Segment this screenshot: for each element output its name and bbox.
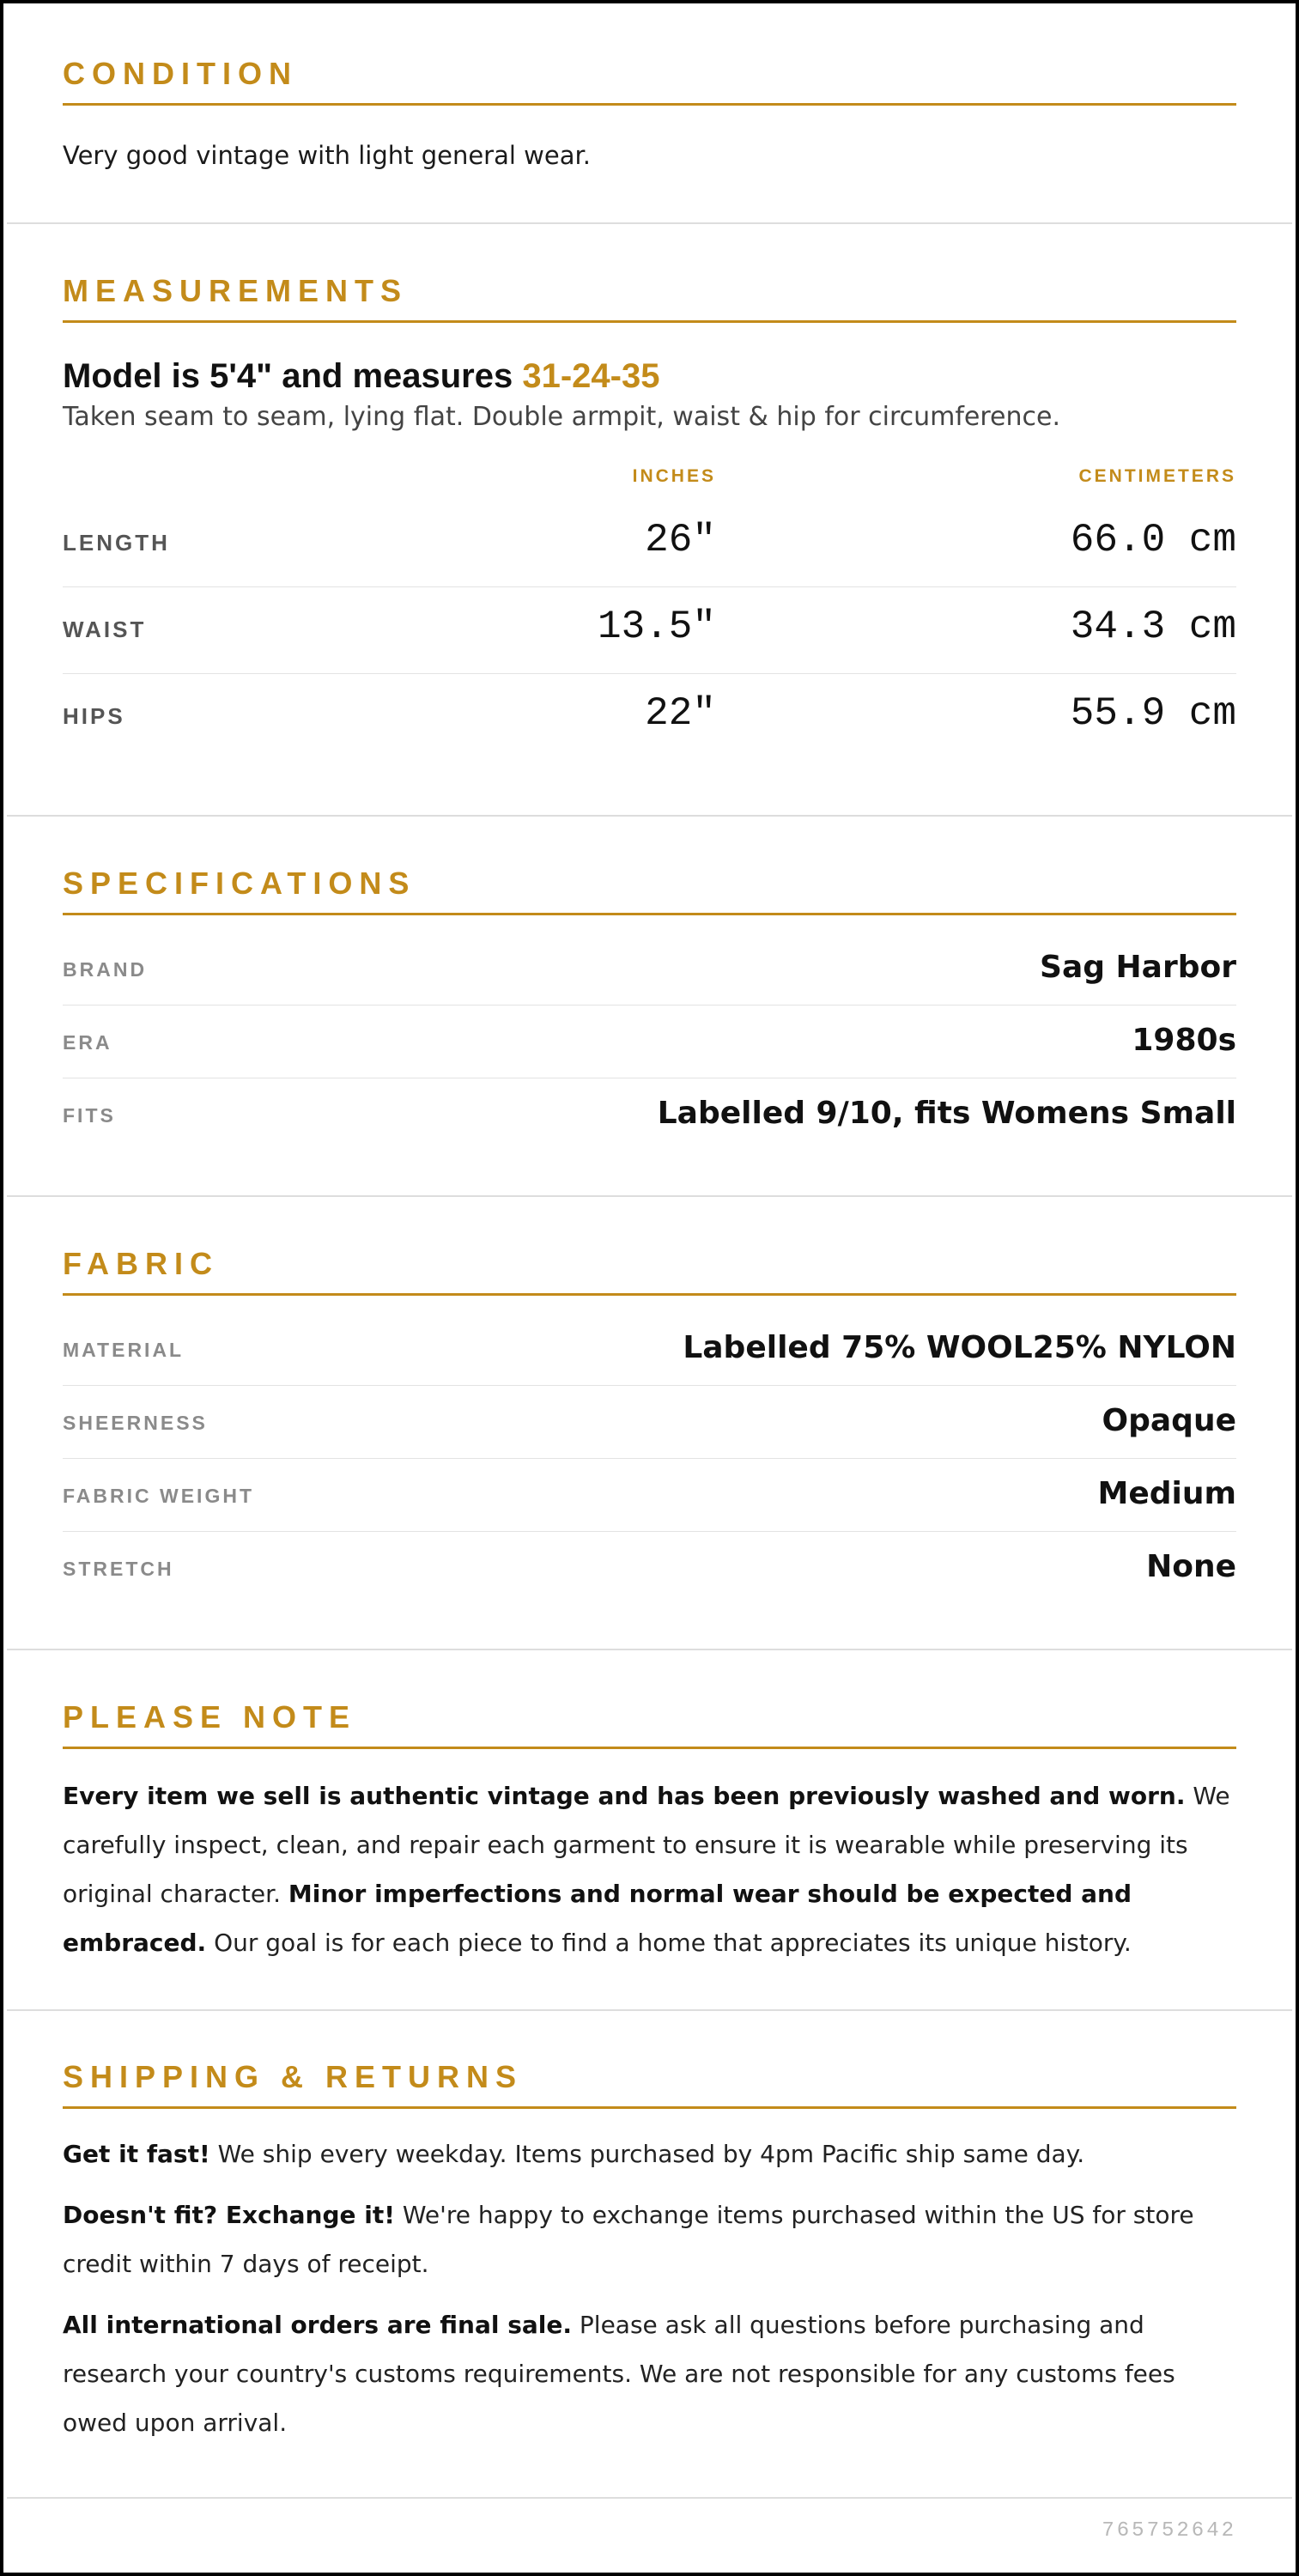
section-divider [7,1195,1292,1197]
note-emphasis: Every item we sell is authentic vintage and has been previously washed and worn. [63,1782,1186,1810]
table-row [63,501,1236,587]
measurement-cm: 66.0 cm [1070,518,1236,562]
condition-heading: CONDITION [63,55,1236,106]
measurement-cm: 34.3 cm [1070,605,1236,649]
fabric-label: FABRIC WEIGHT [63,1485,254,1507]
fabric-value: Labelled 75% WOOL25% NYLON [683,1330,1236,1365]
please-note-text [63,1771,1236,1967]
fabric-value: Medium [1097,1476,1236,1511]
fabric-label: MATERIAL [63,1339,185,1361]
section-divider [7,815,1292,817]
fabric-value: None [1146,1549,1236,1584]
list-item [63,1386,1236,1459]
spec-label: BRAND [63,958,148,981]
section-divider [7,2009,1292,2011]
shipping-body: We ship every weekday. Items purchased by 4pm Pacific ship same day. [209,2140,1085,2168]
note-emphasis: Minor imperfections and normal wear should be expected and embraced. [63,1880,1132,1957]
shipping-paragraph [63,2300,1236,2447]
section-divider [7,2497,1292,2499]
list-item [63,1078,1236,1151]
condition-section [7,55,1292,180]
measurements-table-header [63,466,1236,501]
spec-value: Labelled 9/10, fits Womens Small [657,1096,1236,1131]
spec-label: FITS [63,1104,116,1127]
note-body: Our goal is for each piece to find a home that appreciates its unique history. [206,1929,1132,1957]
measurement-cm: 55.9 cm [1070,691,1236,736]
fabric-value: Opaque [1102,1403,1236,1438]
column-header-centimeters: CENTIMETERS [1078,466,1236,486]
shipping-emphasis: All international orders are final sale. [63,2311,573,2339]
shipping-heading: SHIPPING & RETURNS [63,2058,1236,2109]
fabric-list [63,1313,1236,1604]
measurement-label: LENGTH [63,530,170,556]
measurements-table [63,466,1236,760]
fabric-label: STRETCH [63,1558,174,1580]
spec-label: ERA [63,1031,112,1054]
measurement-inches: 26" [645,518,716,562]
column-header-inches: INCHES [632,466,716,486]
section-divider [7,222,1292,224]
shipping-emphasis: Get it fast! [63,2140,210,2168]
fabric-section [7,1245,1292,1604]
spec-value: Sag Harbor [1040,950,1236,985]
list-item [63,1005,1236,1078]
please-note-heading: PLEASE NOTE [63,1698,1236,1749]
measurement-label: WAIST [63,617,147,642]
table-row [63,674,1236,760]
measurement-label: HIPS [63,703,125,729]
fabric-label: SHEERNESS [63,1412,208,1434]
shipping-section [7,2058,1292,2447]
shipping-paragraph [63,2190,1236,2288]
list-item [63,1532,1236,1604]
shipping-body: We're happy to exchange items purchased within the US for store credit within 7 days of receipt. [63,2201,1194,2278]
measurements-section [7,272,1292,760]
list-item [63,1459,1236,1532]
measurement-inches: 22" [645,691,716,736]
measurements-heading: MEASUREMENTS [63,272,1236,323]
specifications-heading: SPECIFICATIONS [63,865,1236,915]
spec-value: 1980s [1132,1023,1236,1058]
condition-text: Very good vintage with light general wear. [63,141,591,170]
list-item [63,933,1236,1005]
specifications-list [63,933,1236,1151]
measurement-note: Taken seam to seam, lying flat. Double armpit, waist & hip for circumference. [63,402,1061,432]
shipping-body: Please ask all questions before purchasing and research your country's customs requirements. We are not responsible for any customs fees owed upon arrival. [63,2311,1175,2437]
measurement-inches: 13.5" [597,605,716,649]
model-prefix: Model is 5'4" and measures [63,357,523,395]
section-divider [7,1649,1292,1650]
model-measurements [63,355,1236,397]
specifications-section [7,865,1292,1151]
shipping-emphasis: Doesn't fit? Exchange it! [63,2201,395,2229]
item-id: 765752642 [1102,2519,1236,2543]
fabric-heading: FABRIC [63,1245,1236,1296]
shipping-paragraph [63,2129,1236,2178]
note-body: We carefully inspect, clean, and repair each garment to ensure it is wearable while preserving its original character. [63,1782,1230,1908]
table-row [63,587,1236,674]
please-note-section [7,1698,1292,1967]
model-measure-value: 31-24-35 [522,357,660,395]
list-item [63,1313,1236,1386]
